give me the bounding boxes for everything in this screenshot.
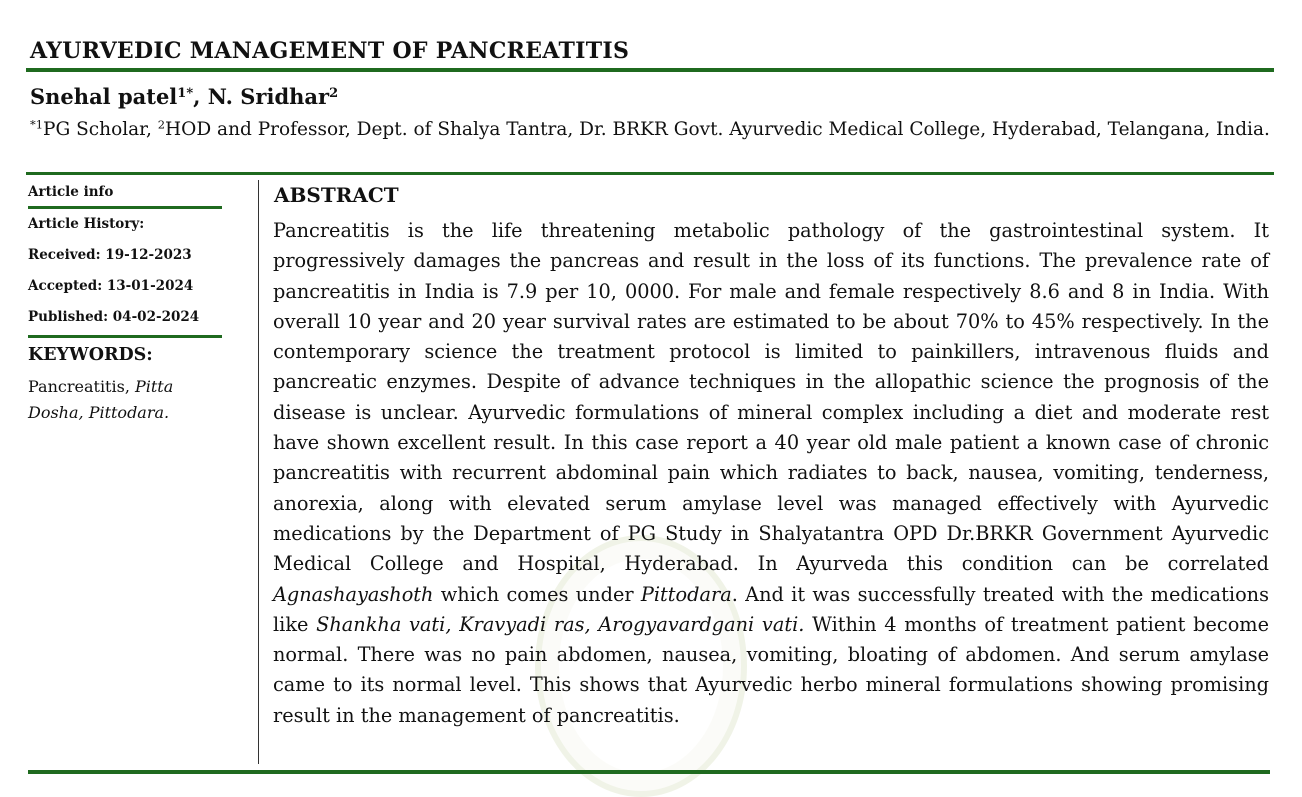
- author-2-sup: 2: [329, 85, 339, 101]
- keywords-heading: KEYWORDS:: [28, 345, 153, 365]
- abstract-italic-1: Agnashayashoth: [273, 582, 434, 606]
- affil-sup-2: 2: [157, 117, 166, 132]
- accepted-date: Accepted: 13-01-2024: [28, 278, 194, 294]
- affil-text-2: HOD and Professor, Dept. of Shalya Tantra, Dr. BRKR Govt. Ayurvedic Medical College, Hyderabad, Telangana, India.: [165, 119, 1270, 140]
- author-line: [30, 84, 338, 109]
- article-info-label: Article info: [28, 184, 114, 200]
- article-info-rule: [28, 206, 222, 209]
- author-1-sup: 1*: [177, 85, 194, 101]
- affiliation: [30, 116, 1270, 144]
- header-rule: [26, 172, 1274, 175]
- abstract-text-4: Within 4 months of treatment patient become normal. There was no pain abdomen, nausea, vomiting, bloating of abdomen. And serum amylase came to its normal level. This shows that Ayurvedic herbo mineral formulations showing promising result in the management of pancreatitis.: [273, 612, 1269, 727]
- article-history-label: Article History:: [28, 216, 145, 232]
- published-date: Published: 04-02-2024: [28, 309, 200, 325]
- author-1: Snehal patel: [30, 84, 178, 109]
- received-date: Received: 19-12-2023: [28, 247, 192, 263]
- article-history-rule: [28, 335, 222, 338]
- title-rule: [26, 68, 1274, 72]
- author-2: N. Sridhar: [207, 84, 330, 109]
- column-divider: [258, 180, 259, 764]
- abstract-text-1: Pancreatitis is the life threatening metabolic pathology of the gastrointestinal system. It progressively damages the pancreas and result in the loss of its functions. The prevalence rate of pancreatitis in India is 7.9 per 10, 0000. For male and female respectively 8.6 and 8 in India. With overall 10 year and 20 year survival rates are estimated to be about 70% to 45% respectively. In the contemporary science the treatment protocol is limited to painkillers, intravenous fluids and pancreatic enzymes. Despite of advance techniques in the allopathic science the prognosis of the disease is unclear. Ayurvedic formulations of mineral complex including a diet and moderate rest have shown excellent result. In this case report a 40 year old male patient a known case of chronic pancreatitis with recurrent abdominal pain which radiates to back, nausea, vomiting, tenderness, anorexia, along with elevated serum amylase level was managed effectively with Ayurvedic medications by the Department of PG Study in Shalyatantra OPD Dr.BRKR Government Ayurvedic Medical College and Hospital, Hyderabad. In Ayurveda this condition can be correlated: [273, 219, 1269, 576]
- footer-rule: [28, 770, 1270, 774]
- paper-title: AYURVEDIC MANAGEMENT OF PANCREATITIS: [30, 38, 630, 64]
- abstract-body: [273, 216, 1269, 731]
- author-separator: ,: [193, 84, 208, 109]
- abstract-heading: ABSTRACT: [274, 183, 399, 207]
- affil-sup-1: *1: [30, 117, 44, 132]
- keyword-2: Pitta Dosha, Pittodara.: [28, 377, 174, 422]
- abstract-text-3: . And it was successfully treated with the medications like: [273, 582, 1269, 636]
- abstract-italic-2: Pittodara: [640, 582, 732, 606]
- article-info-sidebar: [28, 180, 222, 426]
- affil-text-1: PG Scholar,: [43, 119, 158, 140]
- abstract-italic-3: Shankha vati, Kravyadi ras, Arogyavardgani vati.: [316, 612, 805, 636]
- keyword-1: Pancreatitis,: [28, 377, 135, 396]
- abstract-text-2: which comes under: [433, 582, 641, 606]
- keywords-list: [28, 374, 222, 426]
